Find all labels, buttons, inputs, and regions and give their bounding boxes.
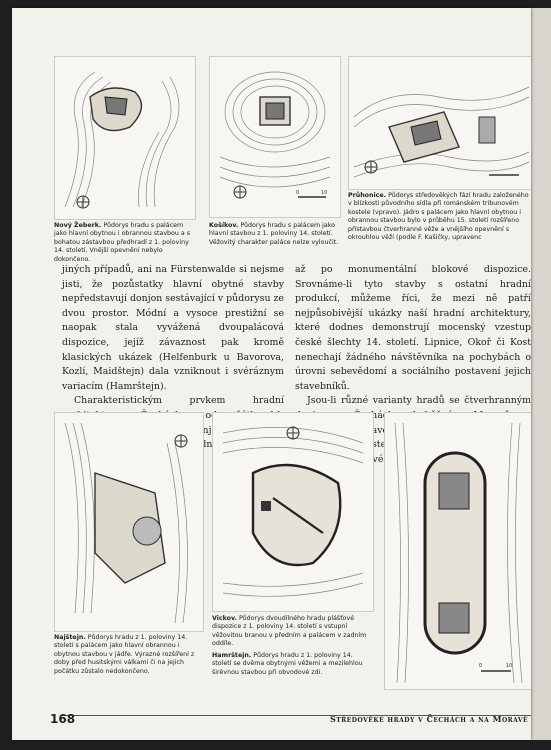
- caption-title: Vickov.: [212, 615, 237, 622]
- caption-novy-zeberk: [54, 222, 194, 264]
- figure-pruhonice-plan: [348, 56, 531, 190]
- page-number: 168: [50, 712, 76, 726]
- hamrstejn-plan-drawing: [385, 413, 531, 689]
- caption-hamrstejn: [212, 652, 372, 677]
- caption-text: Půdorys dvoudílného hradu plášťové dispozice z 1. poloviny 14. století s vstupní věžovitou branou v předním a palácem v zadním oddíle.: [212, 615, 367, 648]
- caption-pruhonice: [348, 192, 531, 242]
- figure-najstejn-plan: [54, 412, 204, 632]
- caption-title: Najštejn.: [54, 634, 86, 641]
- scale-ten: 10: [506, 663, 513, 669]
- najstejn-plan-drawing: [55, 413, 203, 631]
- pruhonice-plan-drawing: [349, 57, 531, 189]
- scale-zero: 0: [479, 663, 483, 669]
- caption-text: Půdorys hradu z 1. poloviny 14. století s palácem jako hlavní obrannou i obytnou stavbou v jádře. Výrazné rozšíření z doby před husitskými válkami či na jejich počátku zůstalo nedokončeno.: [54, 634, 195, 675]
- caption-text: Půdorys hradu s palácem jako hlavní stavbou z 1. poloviny 14. století. Věžovitý charakter paláce nelze vyloučit.: [209, 222, 339, 246]
- figure-kosikov-plan: [209, 56, 341, 218]
- running-head: Středověké hrady v Čechách a na Moravě: [330, 714, 529, 724]
- figure-vickov-plan: [212, 412, 374, 612]
- caption-text: Půdorys hradu z 1. poloviny 14. století se dvěma obytnými věžemi a mezilehlou širěvnou stavbou při obvodové zdi.: [212, 652, 363, 676]
- caption-title: Průhonice.: [348, 192, 387, 199]
- scale-ten: 10: [321, 190, 328, 196]
- figure-hamrstejn-plan: [384, 412, 531, 690]
- caption-najstejn: [54, 634, 204, 676]
- figure-novy-zeberk-plan: [54, 56, 196, 220]
- page-edge: [531, 8, 551, 740]
- paragraph: jiných případů, ani na Fürstenwalde si nejsme jisti, že pozůstatky hlavní obytné stavby nepředstavují donjon sestávající v půdorysu ze dvou prostor. Módní a vysoce prestižní se naopak stala vyvážená dvoupalácová dispozice, jejíž závaznost pak kromě klasických ukázek (Helfenburk u Bavorova, Kozlí, Maidštejn) dala vzniknout i svéráznym variacím (Hamrštejn).: [62, 264, 284, 392]
- caption-text: Půdorys středověkých fází hradu založeného v blízkosti původního sídla při románském tribunovém kostele (vpravo). Jádro s palácem jako hlavní obytnou i obrannou stavbou bylo v průběhu 15. století rozšířeno přístavbou čtverhranné věže a vnějšího opevnění s okrouhlou věží (podle F. Kašičky, upravenc: [348, 192, 529, 242]
- book-page: [12, 8, 531, 740]
- kosikov-plan-drawing: [210, 57, 340, 217]
- caption-text: Půdorys hradu s palácem jako hlavní obytnou i obrannou stavbou a s bohatou zástavbou předhradí z 1. poloviny 14. století. Vnější opevnění nebylo dokončeno.: [54, 222, 191, 263]
- paragraph: Jsou-li různé varianty hradů se čtverhranným Městečka: [307, 395, 531, 451]
- vickov-plan-drawing: [213, 413, 373, 611]
- paragraph: až po monumentální blokové dispozice. Srovnáme-li tyto stavby s ostatní hradní produkcí, můžeme říci, že mezi ně patří nejpůsobivější ukázky naší hradní architektury, které dodnes demonstrují mocenský vzestup české šlechty 14. století. Lipnice, Okoř či Kost nenechají žádného návštěvníka na pochybách o úrovni sebevědomí a sociálního postavení jejich stavebníků.: [295, 264, 531, 392]
- scale-zero: 0: [296, 190, 300, 196]
- caption-title: Nový Žeberk.: [54, 222, 102, 229]
- caption-title: Košíkov.: [209, 222, 239, 229]
- paragraph: Charakteristickým prvkem hradní donjon.: [74, 395, 284, 436]
- caption-kosikov: [209, 222, 339, 247]
- caption-title: Hamrštejn.: [212, 652, 252, 659]
- caption-vickov: [212, 615, 372, 649]
- novy-zeberk-plan-drawing: [55, 57, 195, 219]
